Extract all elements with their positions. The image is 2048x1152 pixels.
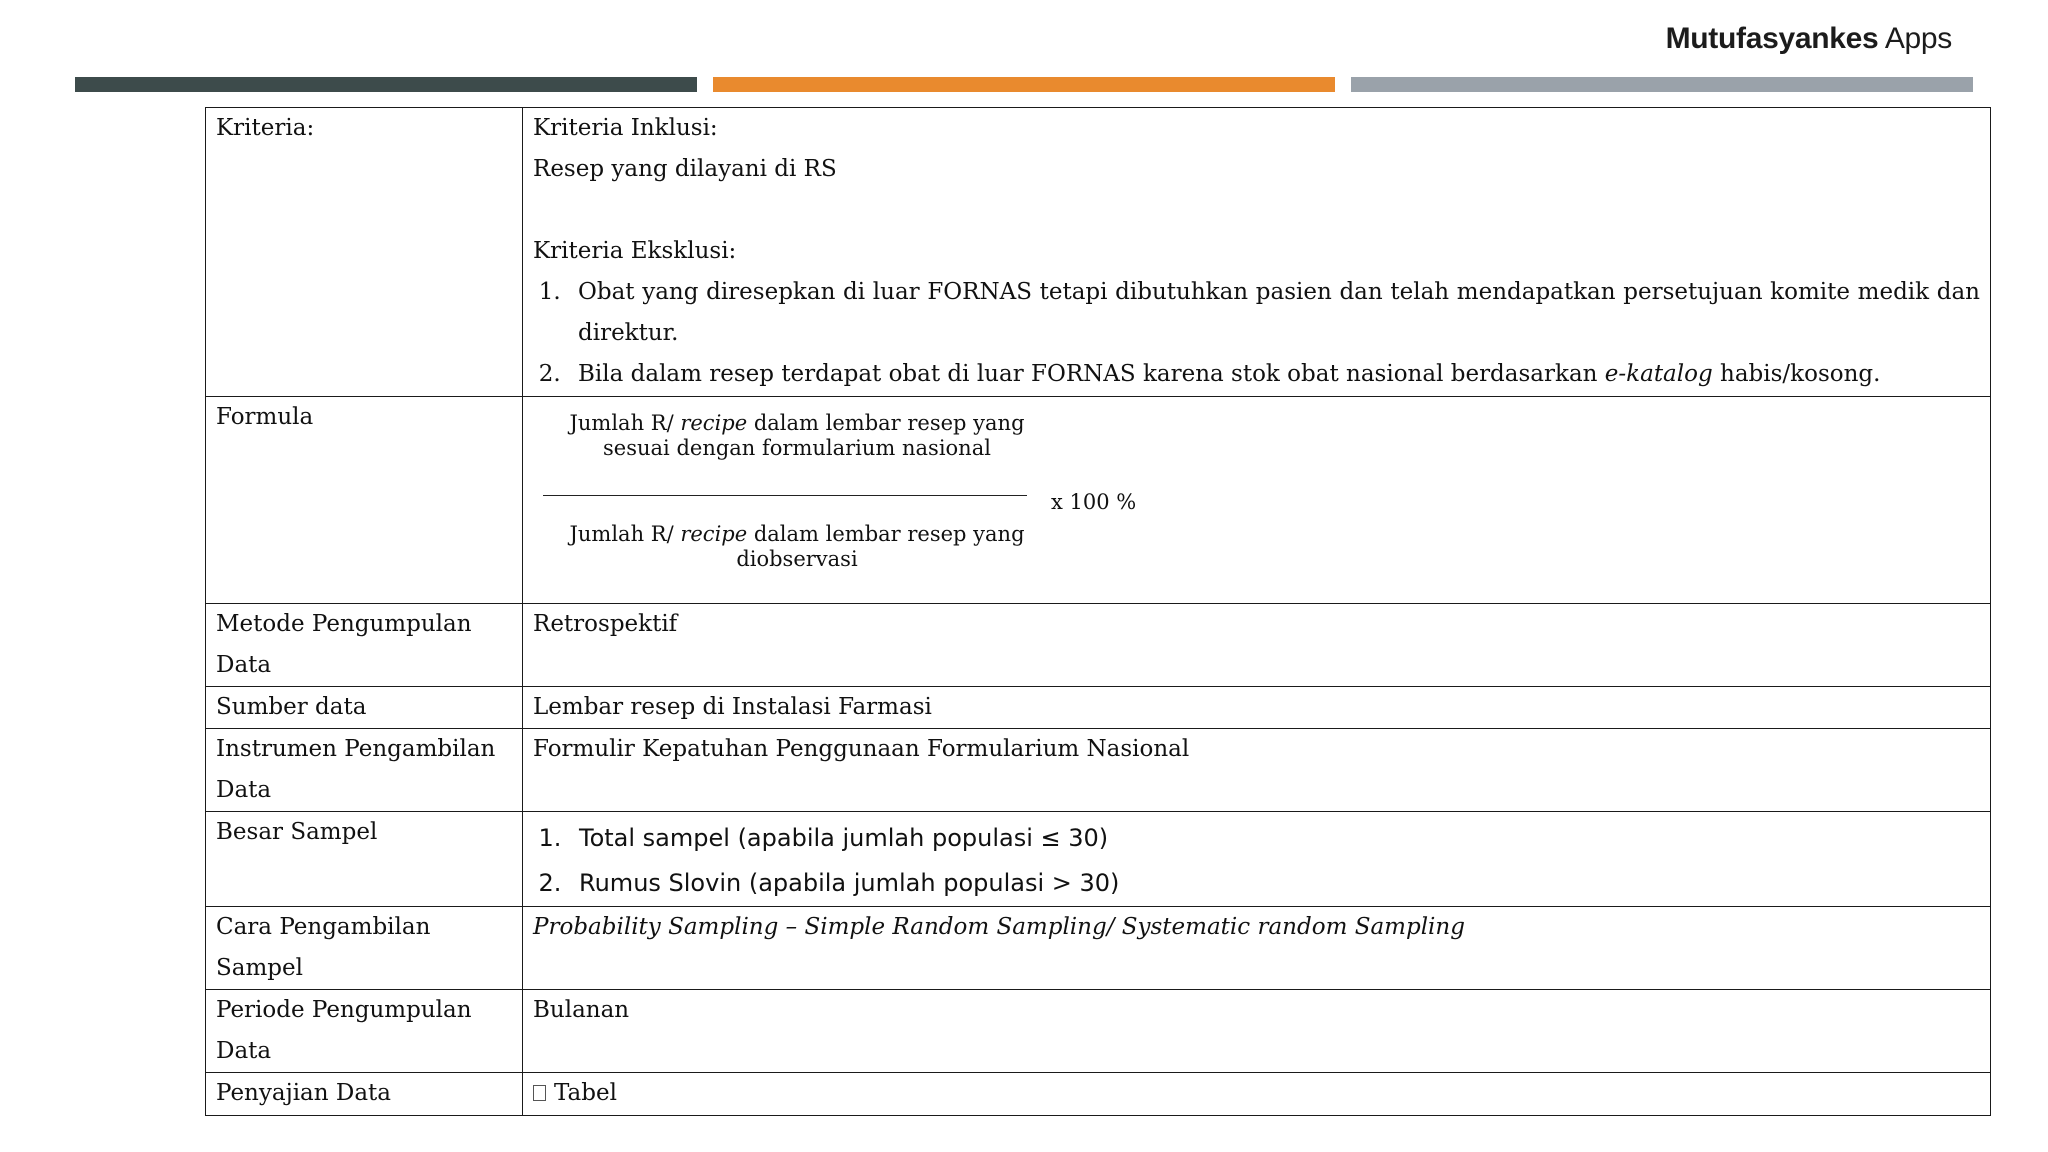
formula-label: Formula [206,397,523,604]
brand-suffix: Apps [1884,22,1952,55]
periode-value: Bulanan [523,990,1991,1073]
formula-fraction [523,397,1990,603]
metode-value: Retrospektif [523,604,1991,687]
bar-orange [713,77,1335,92]
instrumen-value: Formulir Kepatuhan Penggunaan Formularium Nasional [523,729,1991,812]
sumber-label: Sumber data [206,687,523,729]
eksklusi-item-2-text: Bila dalam resep terdapat obat di luar FORNAS karena stok obat nasional berdasarkan [578,361,1605,387]
formula-numerator [543,411,1051,461]
denominator-recipe: recipe [680,522,748,546]
checkbox-icon [533,1085,546,1101]
besar-sampel-label: Besar Sampel [206,812,523,907]
header-color-bars [75,77,1973,92]
table-row-metode [206,604,1991,687]
penyajian-value [523,1073,1991,1116]
formula-value [523,397,1991,604]
metode-label: Metode Pengumpulan Data [206,604,523,687]
sample-item-2: 2. Rumus Slovin (apabila jumlah populasi > 30) [569,861,1980,906]
bar-gray [1351,77,1973,92]
table-row-kriteria [206,108,1991,397]
kriteria-label: Kriteria: [206,108,523,397]
eksklusi-heading: Kriteria Eksklusi: [533,238,737,264]
eksklusi-list [533,272,1980,395]
indicator-profile-table [205,107,1991,1116]
cara-value-text: Probability Sampling – Simple Random Sampling/ Systematic random Sampling [533,914,1465,940]
table-row-formula [206,397,1991,604]
inklusi-heading: Kriteria Inklusi: [533,115,718,141]
bar-dark [75,77,697,92]
numerator-text-end: dalam lembar resep yang [747,411,1025,435]
numerator-text: Jumlah R/ [569,411,681,435]
table-row-periode [206,990,1991,1073]
brand-title [1666,22,1952,56]
sumber-value: Lembar resep di Instalasi Farmasi [523,687,1991,729]
formula-denominator [543,522,1051,572]
penyajian-label: Penyajian Data [206,1073,523,1116]
table-row-sumber [206,687,1991,729]
fraction-line [543,495,1027,496]
numerator-line2: sesuai dengan formularium nasional [603,436,991,460]
denominator-text: Jumlah R/ [569,522,681,546]
brand-name: Mutufasyankes [1665,22,1879,55]
cara-value [523,907,1991,990]
periode-label: Periode Pengumpulan Data [206,990,523,1073]
denominator-text-end: dalam lembar resep yang [747,522,1025,546]
instrumen-label: Instrumen Pengambilan Data [206,729,523,812]
penyajian-value-text: Tabel [554,1080,617,1106]
eksklusi-item-2-end: habis/kosong. [1712,361,1881,387]
table-row-penyajian [206,1073,1991,1116]
denominator-line2: diobservasi [736,547,858,571]
eksklusi-item-1: 1. Obat yang diresepkan di luar FORNAS tetapi dibutuhkan pasien dan telah mendapatkan persetujuan komite medik dan direktur. [568,272,1980,354]
cara-label: Cara Pengambilan Sampel [206,907,523,990]
sample-list [533,812,1980,906]
ekatalog-term: e-katalog [1604,361,1713,387]
table-row-besar-sampel [206,812,1991,907]
inklusi-text: Resep yang dilayani di RS [533,156,837,182]
table-row-instrumen [206,729,1991,812]
formula-multiplier: x 100 % [1051,490,1137,514]
table-row-cara [206,907,1991,990]
besar-sampel-value [523,812,1991,907]
kriteria-value [523,108,1991,397]
numerator-recipe: recipe [680,411,748,435]
sample-item-1: 1. Total sampel (apabila jumlah populasi ≤ 30) [569,816,1980,861]
eksklusi-item-2 [568,354,1980,395]
